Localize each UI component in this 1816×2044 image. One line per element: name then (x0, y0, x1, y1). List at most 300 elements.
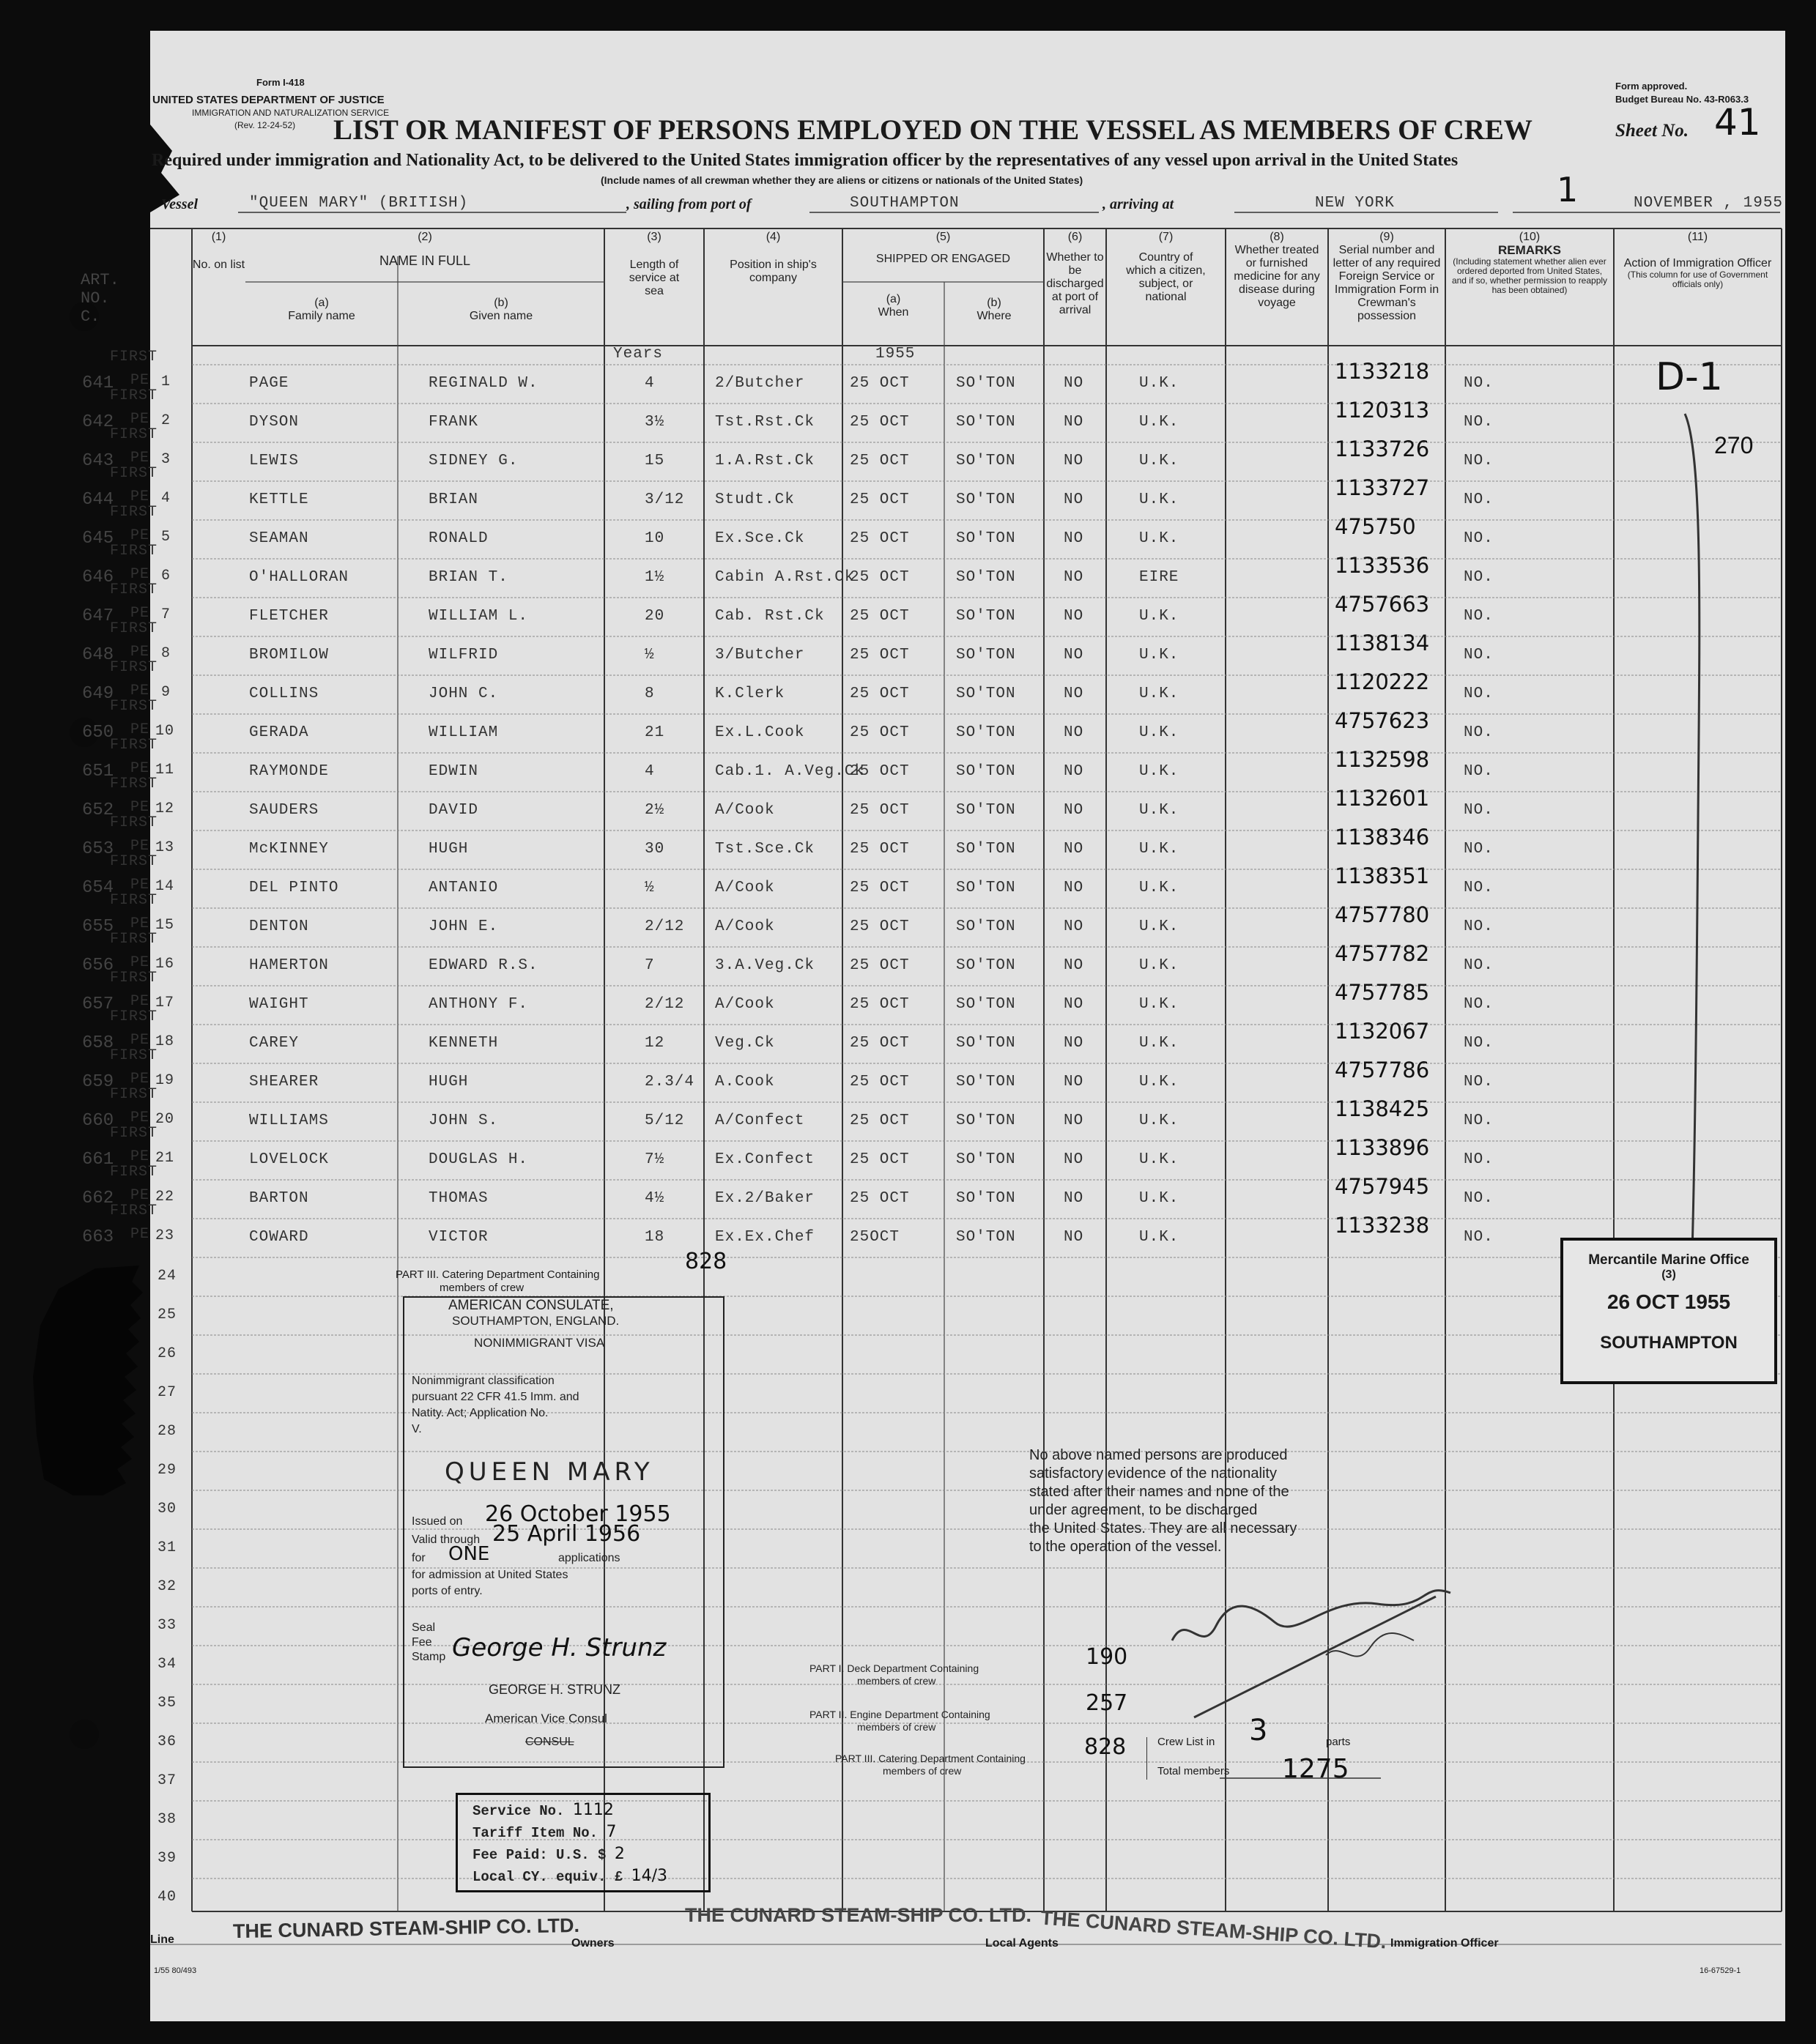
crew-remarks: NO. (1464, 569, 1494, 586)
crew-discharge: NO (1064, 569, 1084, 586)
crew-dept: PE (130, 411, 150, 428)
crew-family: SAUDERS (249, 802, 319, 819)
immigration-officer-label: Immigration Officer (1390, 1937, 1499, 1950)
crew-serial: 4757663 (1335, 592, 1430, 617)
crew-serial: 4757945 (1335, 1174, 1430, 1199)
crew-serial: 1120222 (1335, 669, 1430, 694)
crew-dept: PE (130, 1226, 150, 1243)
vessel-label: Vessel (161, 196, 198, 212)
crew-given: FRANK (429, 414, 479, 431)
empty-row-number: 37 (157, 1772, 177, 1789)
crew-remarks: NO. (1464, 647, 1494, 664)
crew-remarks: NO. (1464, 1035, 1494, 1052)
page-title: LIST OR MANIFEST OF PERSONS EMPLOYED ON THE VESSEL AS MEMBERS OF CREW (333, 114, 1533, 146)
crew-dept: PE (130, 954, 150, 971)
crew-country: U.K. (1139, 1229, 1179, 1246)
crew-class: FIRST (110, 349, 158, 365)
list-number: 6 (161, 568, 171, 584)
crew-service: 5/12 (645, 1112, 685, 1129)
crew-position: Ex.L.Cook (715, 724, 805, 741)
crew-position: Ex.2/Baker (715, 1190, 815, 1207)
crew-remarks: NO. (1464, 1151, 1494, 1168)
list-number: 18 (155, 1033, 175, 1050)
list-number: 15 (155, 917, 175, 934)
art-number: 652 (82, 800, 114, 820)
crew-discharge: NO (1064, 1035, 1084, 1052)
crew-where: SO'TON (956, 841, 1016, 858)
empty-row-number: 24 (157, 1268, 177, 1285)
crew-dept: PE (130, 1148, 150, 1165)
crew-country: U.K. (1139, 608, 1179, 625)
list-number: 13 (155, 839, 175, 856)
list-number: 4 (161, 490, 171, 507)
list-number: 2 (161, 412, 171, 429)
col-header-7: (7) Country of which a citizen, subject, or national (1126, 231, 1206, 303)
crew-when: 25 OCT (850, 685, 910, 702)
crew-country: U.K. (1139, 880, 1179, 896)
crew-country: U.K. (1139, 647, 1179, 664)
empty-row-number: 32 (157, 1578, 177, 1595)
crew-when: 25 OCT (850, 453, 910, 469)
line-label: Line (150, 1933, 174, 1946)
crew-where: SO'TON (956, 1190, 1016, 1207)
vessel-name: "QUEEN MARY" (BRITISH) (249, 195, 469, 212)
crew-family: BARTON (249, 1190, 309, 1207)
owners-stamp: THE CUNARD STEAM-SHIP CO. LTD. (685, 1904, 1032, 1926)
crew-service: 20 (645, 608, 665, 625)
crew-family: KETTLE (249, 491, 309, 508)
crew-position: A/Cook (715, 802, 775, 819)
crew-discharge: NO (1064, 802, 1084, 819)
crew-country: U.K. (1139, 802, 1179, 819)
crew-service: 18 (645, 1229, 665, 1246)
crew-position: Veg.Ck (715, 1035, 775, 1052)
crew-where: SO'TON (956, 957, 1016, 974)
crew-discharge: NO (1064, 1074, 1084, 1090)
crew-position: K.Clerk (715, 685, 785, 702)
crew-country: EIRE (1139, 569, 1179, 586)
crew-discharge: NO (1064, 608, 1084, 625)
crew-class: FIRST (110, 970, 158, 986)
col-header-10: (10) REMARKS (Including statement whether alien ever ordered deported from United States, and if so, whether permission to reapply has been obtained) (1451, 231, 1608, 295)
crew-serial: 475750 (1335, 514, 1416, 539)
crew-remarks: NO. (1464, 530, 1494, 547)
crew-service: 1½ (645, 569, 665, 586)
crew-dept: PE (130, 799, 150, 816)
empty-row-number: 36 (157, 1733, 177, 1750)
crew-dept: PE (130, 1187, 150, 1204)
crew-service: 3½ (645, 414, 665, 431)
empty-row-number: 31 (157, 1539, 177, 1556)
crew-country: U.K. (1139, 491, 1179, 508)
art-number: 643 (82, 451, 114, 471)
crew-country: U.K. (1139, 996, 1179, 1013)
crew-where: SO'TON (956, 530, 1016, 547)
crew-serial: 4757780 (1335, 902, 1430, 927)
crew-when: 25 OCT (850, 1190, 910, 1207)
embossed-seal (29, 1260, 154, 1501)
crew-service: 15 (645, 453, 665, 469)
crew-serial: 1133238 (1335, 1213, 1430, 1238)
crew-given: WILLIAM (429, 724, 499, 741)
crew-family: DYSON (249, 414, 300, 431)
crew-family: HAMERTON (249, 957, 329, 974)
empty-row-number: 39 (157, 1850, 177, 1867)
arrival-day: 1 (1557, 170, 1579, 209)
crew-remarks: NO. (1464, 1112, 1494, 1129)
crew-dept: PE (130, 721, 150, 738)
crew-discharge: NO (1064, 453, 1084, 469)
total-members-label: Total members (1157, 1765, 1230, 1777)
sailing-label: , sailing from port of (626, 196, 752, 212)
col-header-2a: (a) Family name (288, 297, 355, 322)
sheet-label: Sheet No. (1615, 121, 1689, 141)
crew-when: 25 OCT (850, 918, 910, 935)
department-name: UNITED STATES DEPARTMENT OF JUSTICE (152, 94, 385, 106)
crew-service: ½ (645, 880, 655, 896)
list-number: 7 (161, 606, 171, 623)
crew-remarks: NO. (1464, 802, 1494, 819)
empty-row-number: 29 (157, 1462, 177, 1479)
crew-dept: PE (130, 877, 150, 893)
crew-where: SO'TON (956, 608, 1016, 625)
crew-where: SO'TON (956, 1035, 1016, 1052)
col-header-5b: (b) Where (976, 297, 1012, 322)
art-number: 653 (82, 839, 114, 859)
crew-given: WILLIAM L. (429, 608, 529, 625)
crew-country: U.K. (1139, 414, 1179, 431)
empty-row-number: 30 (157, 1501, 177, 1517)
crew-class: FIRST (110, 776, 158, 792)
crew-dept: PE (130, 605, 150, 622)
col-header-5: (5) SHIPPED OR ENGAGED (875, 231, 1011, 265)
crew-class: FIRST (110, 387, 158, 404)
crew-discharge: NO (1064, 414, 1084, 431)
list-number: 19 (155, 1072, 175, 1089)
crew-class: FIRST (110, 659, 158, 676)
crew-where: SO'TON (956, 1229, 1016, 1246)
crew-class: FIRST (110, 892, 158, 909)
crew-discharge: NO (1064, 1229, 1084, 1246)
part-i: PART I. Deck Department Containing members of crew (809, 1662, 979, 1687)
art-number: 642 (82, 412, 114, 432)
col-header-1: (1) No. on list (192, 231, 245, 271)
subtitle-note: (Include names of all crewman whether they are aliens or citizens or nationals of the United States) (601, 174, 1083, 186)
crew-family: WILLIAMS (249, 1112, 329, 1129)
crew-class: FIRST (110, 853, 158, 870)
crew-class: FIRST (110, 1164, 158, 1181)
visa-vessel: QUEEN MARY (445, 1457, 654, 1487)
crew-given: DAVID (429, 802, 479, 819)
crew-when: 25 OCT (850, 802, 910, 819)
crew-dept: PE (130, 488, 150, 505)
empty-row-number: 25 (157, 1307, 177, 1323)
crew-serial: 4757782 (1335, 941, 1430, 966)
crew-remarks: NO. (1464, 375, 1494, 392)
crew-service: 7½ (645, 1151, 665, 1168)
list-number: 16 (155, 956, 175, 973)
crew-when: 25 OCT (850, 414, 910, 431)
crew-given: DOUGLAS H. (429, 1151, 529, 1168)
empty-row-number: 26 (157, 1345, 177, 1362)
crew-position: 1.A.Rst.Ck (715, 453, 815, 469)
crew-when: 25 OCT (850, 491, 910, 508)
crew-given: WILFRID (429, 647, 499, 664)
crew-discharge: NO (1064, 880, 1084, 896)
crew-position: Tst.Sce.Ck (715, 841, 815, 858)
crew-given: BRIAN T. (429, 569, 508, 586)
print-code-right: 16-67529-1 (1700, 1966, 1741, 1975)
art-number: 662 (82, 1189, 114, 1208)
crew-discharge: NO (1064, 841, 1084, 858)
crew-position: A/Cook (715, 918, 775, 935)
crew-discharge: NO (1064, 763, 1084, 780)
crew-class: FIRST (110, 1203, 158, 1219)
col-header-2b: (b) Given name (469, 297, 533, 322)
crew-where: SO'TON (956, 375, 1016, 392)
crew-family: BROMILOW (249, 647, 329, 664)
crew-service: 2/12 (645, 918, 685, 935)
crew-service: 2/12 (645, 996, 685, 1013)
crew-list-parts: 3 (1249, 1714, 1268, 1747)
crew-country: U.K. (1139, 957, 1179, 974)
crew-position: Tst.Rst.Ck (715, 414, 815, 431)
crew-serial: 1133536 (1335, 553, 1430, 578)
crew-class: FIRST (110, 1047, 158, 1064)
crew-serial: 1133896 (1335, 1135, 1430, 1160)
visa-issued-date: 26 October 1955 (485, 1501, 671, 1527)
part-iii: PART III. Catering Department Containing members of crew (835, 1753, 1026, 1777)
crew-when: 25 OCT (850, 375, 910, 392)
crew-dept: PE (130, 1032, 150, 1049)
crew-discharge: NO (1064, 996, 1084, 1013)
crew-given: HUGH (429, 841, 469, 858)
art-number: 655 (82, 917, 114, 937)
crew-given: VICTOR (429, 1229, 489, 1246)
crew-serial: 1132601 (1335, 786, 1430, 811)
list-number: 23 (155, 1227, 175, 1244)
art-number: 649 (82, 684, 114, 704)
visa-valid-date: 25 April 1956 (492, 1521, 641, 1547)
crew-given: SIDNEY G. (429, 453, 519, 469)
crew-discharge: NO (1064, 685, 1084, 702)
crew-remarks: NO. (1464, 880, 1494, 896)
crew-position: 2/Butcher (715, 375, 805, 392)
part-ii: PART II. Engine Department Containing members of crew (809, 1709, 990, 1733)
crew-position: Cab.1. A.Veg.Ck (715, 763, 865, 780)
art-number: 648 (82, 645, 114, 665)
crew-discharge: NO (1064, 647, 1084, 664)
crew-when: 25 OCT (850, 880, 910, 896)
empty-row-number: 40 (157, 1889, 177, 1906)
crew-where: SO'TON (956, 763, 1016, 780)
crew-service: 8 (645, 685, 655, 702)
crew-position: Cab. Rst.Ck (715, 608, 825, 625)
sheet-number: 41 (1714, 101, 1761, 144)
empty-row-number: 28 (157, 1423, 177, 1440)
crew-serial: 1133726 (1335, 436, 1430, 461)
list-number: 8 (161, 645, 171, 662)
crew-discharge: NO (1064, 1151, 1084, 1168)
crew-position: Studt.Ck (715, 491, 795, 508)
crew-country: U.K. (1139, 1151, 1179, 1168)
col-header-11: (11) Action of Immigration Officer (This column for use of Government officials only) (1623, 231, 1772, 289)
crew-discharge: NO (1064, 491, 1084, 508)
arriving-label: , arriving at (1102, 196, 1174, 212)
service-name: IMMIGRATION AND NATURALIZATION SERVICE (192, 108, 390, 118)
crew-class: FIRST (110, 504, 158, 521)
crew-family: GERADA (249, 724, 309, 741)
crew-remarks: NO. (1464, 1190, 1494, 1207)
crew-service: 30 (645, 841, 665, 858)
visa-for-value: ONE (448, 1543, 490, 1565)
crew-where: SO'TON (956, 802, 1016, 819)
crew-family: SEAMAN (249, 530, 309, 547)
owners-label: Owners (571, 1937, 615, 1950)
crew-country: U.K. (1139, 375, 1179, 392)
crew-given: ANTANIO (429, 880, 499, 896)
crew-family: RAYMONDE (249, 763, 329, 780)
list-number: 14 (155, 878, 175, 895)
crew-family: COWARD (249, 1229, 309, 1246)
crew-serial: 1138425 (1335, 1096, 1430, 1121)
crew-serial: 4757786 (1335, 1058, 1430, 1082)
crew-where: SO'TON (956, 880, 1016, 896)
crew-when: 25 OCT (850, 1035, 910, 1052)
arrival-month-year: NOVEMBER , 1955 (1634, 195, 1784, 212)
crew-position: Ex.Sce.Ck (715, 530, 805, 547)
crew-class: FIRST (110, 814, 158, 831)
year-label: 1955 (875, 346, 916, 363)
catering-top-label: PART III. Catering Department Containing (396, 1268, 600, 1281)
art-number: 661 (82, 1150, 114, 1170)
crew-class: FIRST (110, 1086, 158, 1103)
crew-when: 25 OCT (850, 1151, 910, 1168)
consul-signature: George H. Strunz (452, 1633, 667, 1662)
empty-row-number: 27 (157, 1384, 177, 1401)
crew-family: SHEARER (249, 1074, 319, 1090)
crew-discharge: NO (1064, 1190, 1084, 1207)
crew-class: FIRST (110, 543, 158, 560)
crew-service: 7 (645, 957, 655, 974)
crew-remarks: NO. (1464, 414, 1494, 431)
crew-when: 25 OCT (850, 841, 910, 858)
crew-serial: 1138134 (1335, 631, 1430, 655)
crew-remarks: NO. (1464, 763, 1494, 780)
art-number: 659 (82, 1072, 114, 1092)
col-header-4: (4) Position in ship's company (730, 231, 817, 284)
crew-when: 25 OCT (850, 1074, 910, 1090)
crew-service: 2.3/4 (645, 1074, 695, 1090)
form-number: Form I-418 (256, 77, 305, 88)
crew-position: A.Cook (715, 1074, 775, 1090)
crew-family: DEL PINTO (249, 880, 339, 896)
art-number: 657 (82, 995, 114, 1014)
crew-where: SO'TON (956, 1112, 1016, 1129)
crew-when: 25 OCT (850, 763, 910, 780)
crew-family: CAREY (249, 1035, 300, 1052)
crew-country: U.K. (1139, 918, 1179, 935)
art-number: 650 (82, 723, 114, 743)
col-header-6: (6) Whether to be discharged at port of arrival (1046, 231, 1104, 316)
crew-serial: 4757785 (1335, 980, 1430, 1005)
art-number: 641 (82, 374, 114, 393)
crew-where: SO'TON (956, 685, 1016, 702)
certification-text: No above named persons are produced satisfactory evidence of the nationality stated after their names and none of the under agreement, to be discharged the United States. They are all necessary to the operation of the vessel. (1029, 1447, 1297, 1555)
crew-service: 21 (645, 724, 665, 741)
crew-when: 25 OCT (850, 569, 910, 586)
crew-country: U.K. (1139, 685, 1179, 702)
years-label: Years (613, 346, 664, 363)
crew-class: FIRST (110, 581, 158, 598)
list-number: 5 (161, 529, 171, 546)
crew-where: SO'TON (956, 1074, 1016, 1090)
crew-service: 12 (645, 1035, 665, 1052)
crew-dept: PE (130, 1110, 150, 1126)
crew-service: 2½ (645, 802, 665, 819)
crew-given: RONALD (429, 530, 489, 547)
action-bracket-line (1641, 410, 1729, 1260)
crew-where: SO'TON (956, 414, 1016, 431)
crew-list-label: Crew List in (1157, 1736, 1215, 1748)
crew-dept: PE (130, 683, 150, 699)
crew-service: 4 (645, 375, 655, 392)
crew-serial: 4757623 (1335, 708, 1430, 733)
crew-class: FIRST (110, 698, 158, 715)
crew-family: LEWIS (249, 453, 300, 469)
crew-dept: PE (130, 1071, 150, 1088)
crew-when: 25 OCT (850, 1112, 910, 1129)
crew-given: EDWIN (429, 763, 479, 780)
crew-when: 25 OCT (850, 530, 910, 547)
crew-when: 25 OCT (850, 608, 910, 625)
list-number: 3 (161, 451, 171, 468)
list-number: 11 (155, 762, 175, 778)
crew-position: 3/Butcher (715, 647, 805, 664)
empty-row-number: 35 (157, 1695, 177, 1712)
crew-dept: PE (130, 993, 150, 1010)
art-number: 647 (82, 606, 114, 626)
list-number: 9 (161, 684, 171, 701)
crew-serial: 1120313 (1335, 398, 1430, 423)
local-agents-label: Local Agents (985, 1937, 1059, 1950)
crew-family: COLLINS (249, 685, 319, 702)
crew-given: BRIAN (429, 491, 479, 508)
crew-service: 4 (645, 763, 655, 780)
crew-where: SO'TON (956, 996, 1016, 1013)
art-label: ART. NO. C. (81, 271, 119, 326)
crew-remarks: NO. (1464, 996, 1494, 1013)
crew-discharge: NO (1064, 724, 1084, 741)
crew-remarks: NO. (1464, 918, 1494, 935)
mercantile-marine-stamp: Mercantile Marine Office (3) 26 OCT 1955 SOUTHAMPTON (1560, 1238, 1777, 1384)
col-header-5a: (a) When (878, 293, 909, 319)
crew-country: U.K. (1139, 1035, 1179, 1052)
art-number: 656 (82, 956, 114, 975)
crew-when: 25OCT (850, 1229, 900, 1246)
crew-discharge: NO (1064, 957, 1084, 974)
crew-class: FIRST (110, 1008, 158, 1025)
crew-position: Cabin A.Rst.Ck (715, 569, 855, 586)
crew-given: HUGH (429, 1074, 469, 1090)
crew-position: Ex.Confect (715, 1151, 815, 1168)
crew-position: A/Cook (715, 996, 775, 1013)
crew-serial: 1133727 (1335, 475, 1430, 500)
crew-position: Ex.Ex.Chef (715, 1229, 815, 1246)
crew-country: U.K. (1139, 1074, 1179, 1090)
crew-family: McKINNEY (249, 841, 329, 858)
art-number: 663 (82, 1227, 114, 1247)
